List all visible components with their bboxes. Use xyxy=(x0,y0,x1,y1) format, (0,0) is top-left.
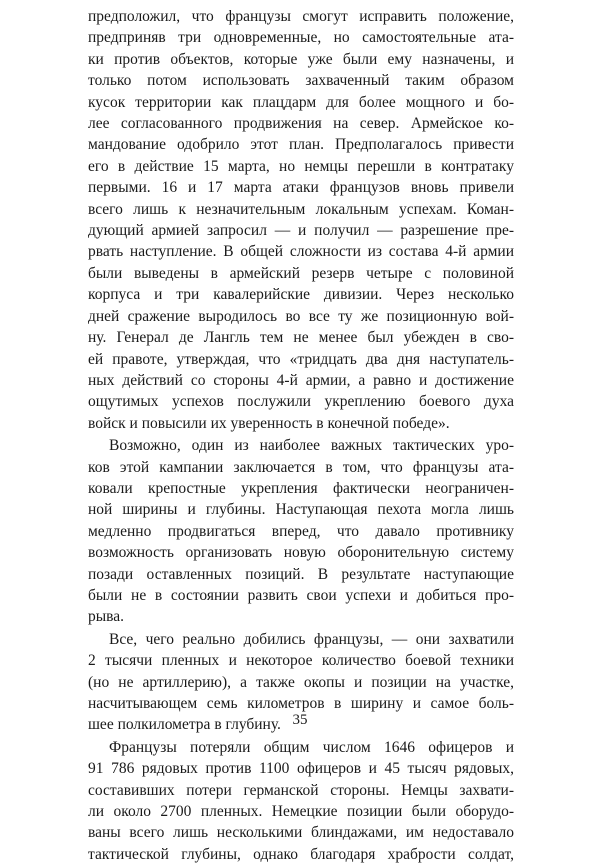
text-line: насчитывающем семь километров в ширину и самое боль- xyxy=(88,695,514,712)
text-line: всего лишь к незначительным локальным успехам. Коман- xyxy=(88,200,514,218)
text-line: шее полкилометра в глубину. xyxy=(88,716,281,734)
text-line: возможность организовать новую оборонительную систему xyxy=(88,544,514,562)
body-text xyxy=(88,6,514,865)
text-line: корпуса и три кавалерийские дивизии. Через несколько xyxy=(88,286,514,304)
text-line: были выведены в армейский резерв четыре с половиной xyxy=(88,264,514,282)
text-line: предприняв три одновременные, но самостоятельные ата- xyxy=(88,29,514,47)
text-line: ваны всего лишь несколькими блиндажами, им недоставало xyxy=(88,824,514,842)
text-line: ных действий со стороны 4-й армии, а равно и достижение xyxy=(88,371,514,389)
text-line: ков этой кампании заключается в том, что французы ата- xyxy=(88,458,514,476)
text-line: позади оставленных позиций. В результате наступающие xyxy=(88,565,514,583)
text-line: рыва. xyxy=(88,608,125,626)
text-line: рвать наступление. В общей сложности из состава 4-й армии xyxy=(88,243,514,261)
text-line: дней сражение выродилось во все ту же позиционную вой- xyxy=(88,307,514,325)
text-line: тактической глубины, однако благодаря храбрости солдат, xyxy=(88,845,514,863)
text-line: ну. Генерал де Лангль тем не менее был убежден в сво- xyxy=(88,329,514,347)
text-line: ковали крепостные укрепления фактически неограничен- xyxy=(88,479,514,497)
text-line: 91 786 рядовых против 1100 офицеров и 45 тысяч рядовых, xyxy=(88,760,514,778)
text-line: ли около 2700 пленных. Немецкие позиции были оборудо- xyxy=(88,803,514,821)
text-line: составивших потери германской стороны. Немцы захвати- xyxy=(88,781,514,799)
text-line: Возможно, один из наиболее важных тактических уро- xyxy=(109,437,514,455)
text-line: ей правоте, утверждая, что «тридцать два дня наступатель- xyxy=(88,350,514,368)
text-line: войск и повысили их уверенность в конечной победе». xyxy=(88,414,450,432)
paragraph xyxy=(88,435,514,628)
text-line: Все, чего реально добились французы, — они захватили xyxy=(109,630,514,648)
text-line: его в действие 15 марта, но немцы перешли в контратаку xyxy=(88,157,514,175)
text-line: 2 тысячи пленных и некоторое количество боевой техники xyxy=(88,652,514,670)
paragraph xyxy=(88,737,514,865)
text-line: мандование одобрило этот план. Предполагалось привести xyxy=(88,136,514,154)
text-line: ки против объектов, которые уже были ему назначены, и xyxy=(88,50,514,68)
text-line: ощутимых успехов послужили укреплению боевого духа xyxy=(88,393,514,411)
text-line: первыми. 16 и 17 марта атаки французов вновь привели xyxy=(88,179,514,197)
text-line: (но не артиллерию), а также окопы и позиции на участке, xyxy=(88,673,514,691)
paragraph xyxy=(88,6,514,434)
text-line: только потом использовать захваченный таким образом xyxy=(88,72,514,90)
text-line: ной ширины и глубины. Наступающая пехота могла лишь xyxy=(88,501,514,519)
text-line: предположил, что французы смогут исправить положение, xyxy=(88,8,514,25)
page-number: 35 xyxy=(292,712,308,728)
text-line: Французы потеряли общим числом 1646 офицеров и xyxy=(109,738,514,756)
text-line: кусок территории как плацдарм для более мощного и бо- xyxy=(88,93,514,111)
text-line: были не в состоянии развить свои успехи и добиться про- xyxy=(88,586,514,604)
text-line: дующий армией запросил — и получил — разрешение пре- xyxy=(88,222,514,240)
text-line: медленно продвигаться вперед, что давало противнику xyxy=(88,522,514,540)
text-line: лее согласованного продвижения на север. Армейское ко- xyxy=(88,115,514,133)
